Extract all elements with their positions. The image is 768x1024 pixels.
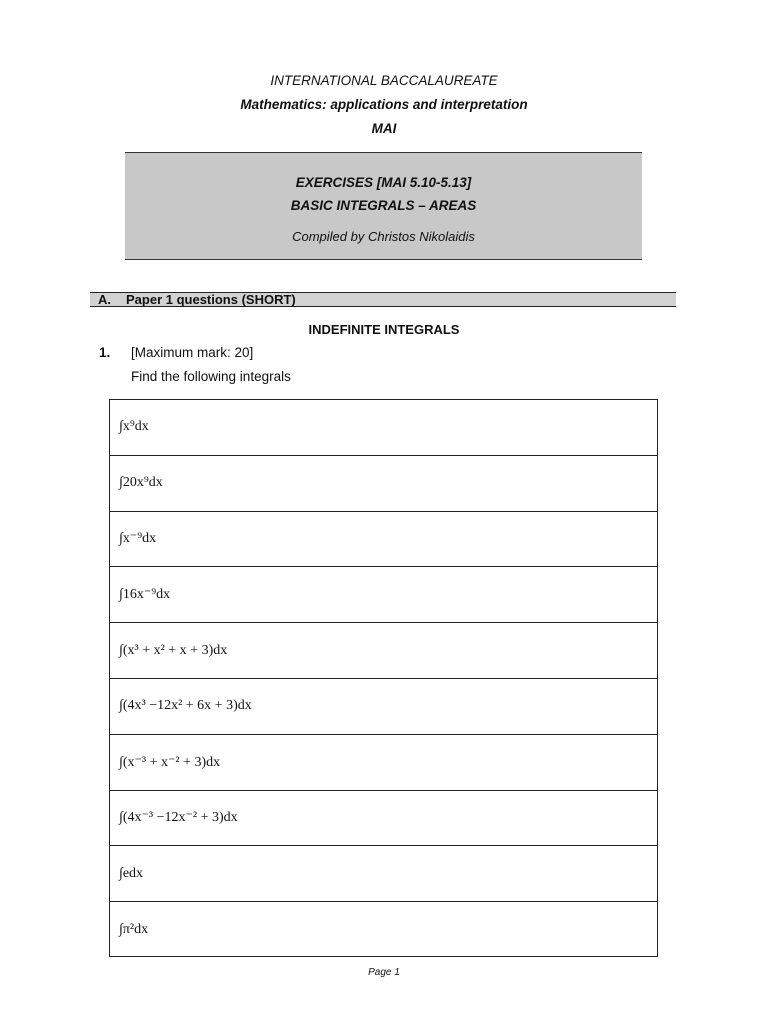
header-code: MAI (371, 121, 397, 136)
integral-expression: ∫x⁹dx (119, 419, 149, 435)
integral-expression: ∫20x⁹dx (119, 475, 163, 491)
integral-expression: ∫(x³ + x² + x + 3)dx (119, 642, 228, 658)
title-box (125, 152, 642, 260)
integral-row (110, 400, 657, 456)
question-instruction: Find the following integrals (131, 369, 291, 384)
integral-row (110, 735, 657, 791)
integral-row (110, 512, 657, 568)
question-number: 1. (99, 345, 111, 360)
integral-row (110, 456, 657, 512)
header-institution: INTERNATIONAL BACCALAUREATE (270, 73, 498, 88)
subheading: INDEFINITE INTEGRALS (308, 322, 460, 337)
integrals-table (109, 399, 658, 957)
integral-row (110, 679, 657, 735)
integral-expression: ∫(4x³ −12x² + 6x + 3)dx (119, 698, 252, 714)
integral-row (110, 791, 657, 847)
integral-row (110, 623, 657, 679)
integral-expression: ∫(x⁻³ + x⁻² + 3)dx (119, 754, 221, 770)
integral-row (110, 567, 657, 623)
integral-expression: ∫(4x⁻³ −12x⁻² + 3)dx (119, 810, 238, 826)
integral-row (110, 902, 657, 958)
integral-expression: ∫x⁻⁹dx (119, 531, 157, 547)
integral-row (110, 846, 657, 902)
title-topic: BASIC INTEGRALS – AREAS (290, 198, 477, 213)
title-author: Compiled by Christos Nikolaidis (292, 229, 475, 244)
integral-expression: ∫16x⁻⁹dx (119, 587, 171, 603)
page-number: Page 1 (368, 967, 400, 978)
section-bar (90, 292, 676, 307)
title-exercises: EXERCISES [MAI 5.10-5.13] (295, 175, 472, 190)
integral-expression: ∫π²dx (119, 922, 149, 938)
question-marks: [Maximum mark: 20] (131, 345, 254, 360)
header-course: Mathematics: applications and interpretation (240, 97, 528, 112)
integral-expression: ∫edx (119, 865, 144, 881)
section-letter: A. (98, 292, 111, 307)
section-title: Paper 1 questions (SHORT) (126, 292, 296, 307)
